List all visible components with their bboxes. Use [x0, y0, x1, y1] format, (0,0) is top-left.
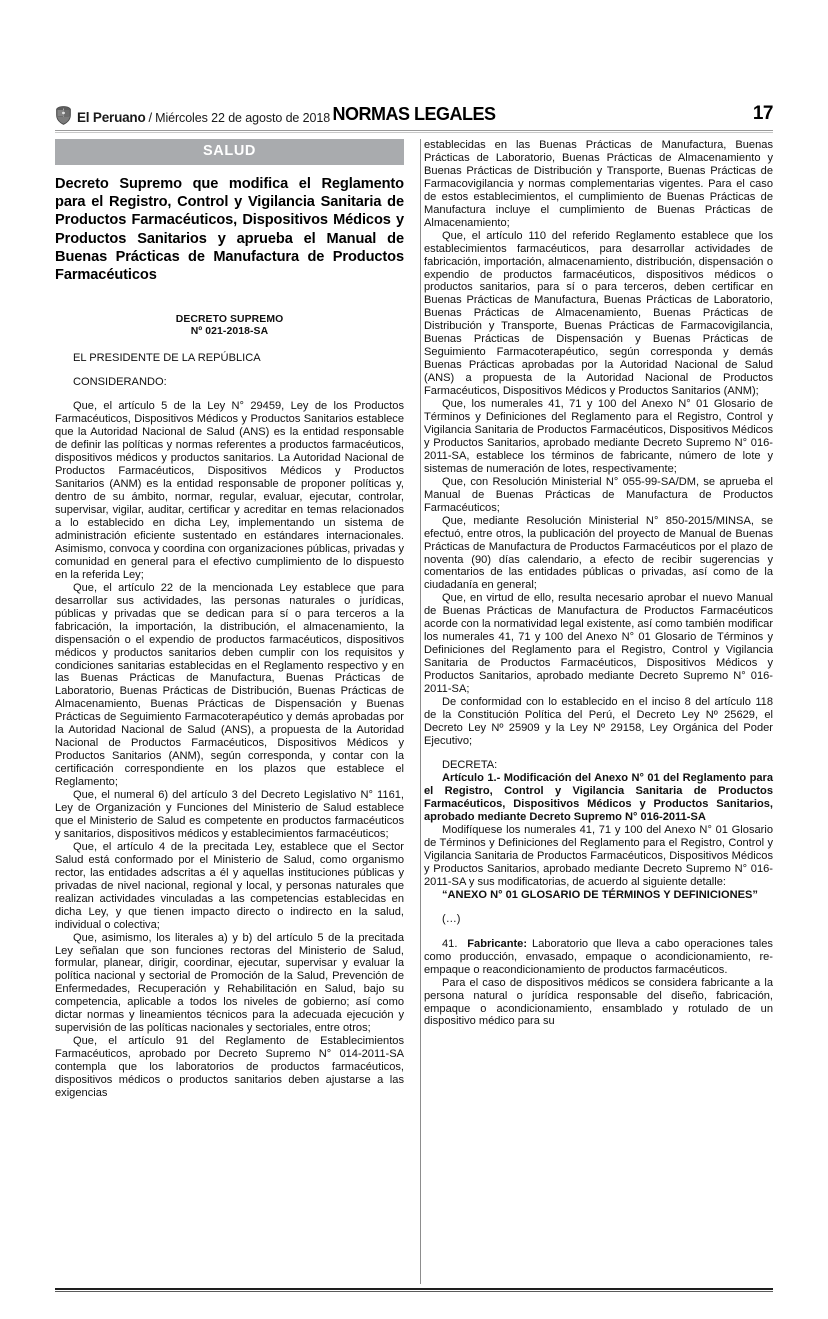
right-paragraph-6: Que, en virtud de ello, resulta necesario aprobar el nuevo Manual de Buenas Prácticas de Manufactura de Productos Farmacéuticos acorde con la normatividad legal existente, así como también modificar los numerales 41, 71 y 100 del Anexo N° 01 Glosario de Términos y Definiciones del Reglamento para el Registro, Control y Vigilancia Sanitaria de Productos Farmacéuticos, Dispositivos Médicos y Productos Sanitarios, aprobado mediante Decreto Supremo N° 016-2011-SA; [424, 592, 774, 696]
masthead-brand: El Peruano [77, 110, 146, 125]
articulo-1-body: Modifíquese los numerales 41, 71 y 100 del Anexo N° 01 Glosario de Términos y Definiciones del Reglamento para el Registro, Control y Vigilancia Sanitaria de Productos Farmacéuticos, Dispositivos Médicos y Productos Sanitarios, aprobado mediante Decreto Supremo N° 016-2011-SA y sus modificatorias, de acuerdo al siguiente detalle: [424, 824, 773, 888]
decree-type: DECRETO SUPREMO [175, 314, 284, 326]
left-paragraph-2: Que, el artículo 22 de la mencionada Ley establece que para desarrollar sus actividades, las personas naturales o jurídicas, públicas y privadas que se dedican para sí o para terceros a la fabricación, la importación, la distribución, el almacenamiento, la dispensación o el expendio de productos farmacéuticos, dispositivos médicos y productos sanitarios deben cumplir con los requisitos y condiciones sanitarias establecidas en el Reglamento respectivo y en las Buenas Prácticas de Manufactura, Buenas Prácticas de Laboratorio, Buenas Prácticas de Distribución, Buenas Prácticas de Almacenamiento, Buenas Prácticas de Dispensación y Buenas Prácticas de Seguimiento Farmacoterapéutico y demás aprobadas por la Autoridad Nacional de Salud (ANS), a propuesta de la Autoridad Nacional de Productos Farmacéuticos, Dispositivos Médicos y Productos Sanitarios (ANM), según corresponda, y contar con la certificación correspondiente en los plazos que establece el Reglamento; [55, 581, 404, 789]
glossary-item-41 [424, 938, 773, 977]
section-banner-salud: SALUD [55, 139, 404, 165]
right-paragraph-4: Que, con Resolución Ministerial N° 055-99-SA/DM, se aprueba el Manual de Buenas Prácticas de Manufactura de Productos Farmacéuticos; [424, 475, 773, 514]
right-column [424, 139, 773, 1028]
left-paragraph-3: Que, el numeral 6) del artículo 3 del Decreto Legislativo N° 1161, Ley de Organización y Funciones del Ministerio de Salud establece que el Ministerio de Salud es competente en productos farmacéuticos y sanitarios, dispositivos médicos y establecimientos farmacéuticos; [55, 789, 404, 840]
articulo-1-heading: Artículo 1.- Modificación del Anexo N° 01 del Reglamento para el Registro, Control y Vigilancia Sanitaria de Productos Farmacéuticos, Dispositivos Médicos y Productos Sanitarios, aprobado mediante Decreto Supremo N° 016-2011-SA [424, 772, 773, 824]
anexo-heading: “ANEXO N° 01 GLOSARIO DE TÉRMINOS Y DEFINICIONES” [442, 888, 758, 901]
column-divider [420, 139, 421, 1284]
addressee-line: EL PRESIDENTE DE LA REPÚBLICA [73, 351, 261, 364]
right-paragraph-1: establecidas en las Buenas Prácticas de Manufactura, Buenas Prácticas de Laboratorio, Buenas Prácticas de Almacenamiento y Buenas Prácticas de Distribución y Transporte, Buenas Prácticas de Farmacovigilancia y normas complementarias vigentes. Para el caso de estos establecimientos, el cumplimiento de Buenas Prácticas de Manufactura incluye el cumplimiento de Buenas Prácticas de Almacenamiento; [424, 139, 773, 229]
right-paragraph-3: Que, los numerales 41, 71 y 100 del Anexo N° 01 Glosario de Términos y Definiciones del Reglamento para el Registro, Control y Vigilancia Sanitaria de Productos Farmacéuticos, Dispositivos Médicos y Productos Sanitarios, aprobado mediante Decreto Supremo N° 016-2011-SA, establece los términos de fabricante, número de lote y sistemas de numeración de lotes, respectivamente; [424, 398, 773, 475]
glossary-item-41-number: 41. [442, 937, 458, 950]
footer-divider-rule [55, 1288, 773, 1292]
decree-number: Nº 021-2018-SA [190, 325, 269, 337]
glossary-item-41-term: Fabricante: [467, 937, 528, 950]
left-paragraph-6: Que, el artículo 91 del Reglamento de Establecimientos Farmacéuticos, aprobado por Decreto Supremo N° 014-2011-SA contempla que los laboratorios de productos farmacéuticos, dispositivos médicos o productos sanitarios deben ajustarse a las exigencias [55, 1035, 404, 1099]
right-paragraph-2: Que, el artículo 110 del referido Reglamento establece que los establecimientos farmacéuticos, para desarrollar actividades de fabricación, importación, almacenamiento, distribución, dispensación o expendio de productos farmacéuticos, dispositivos médicos o productos sanitarios, para sí o para terceros, deben certificar en Buenas Prácticas de Manufactura, Buenas Prácticas de Laboratorio, Buenas Prácticas de Almacenamiento, Buenas Prácticas de Distribución y Transporte, Buenas Prácticas de Farmacovigilancia, Buenas Prácticas de Dispensación y Buenas Prácticas de Seguimiento Farmacoterapéutico, según corresponda y demás Buenas Prácticas aprobadas por la Autoridad Nacional de Salud (ANS) a propuesta de la Autoridad Nacional de Productos Farmacéuticos, Dispositivos Médicos y Productos Sanitarios (ANM); [424, 229, 773, 398]
decree-kicker [55, 314, 404, 337]
article-headline: Decreto Supremo que modifica el Reglamento para el Registro, Control y Vigilancia Sanitaria de Productos Farmacéuticos, Dispositivos Médicos y Productos Sanitarios y aprueba el Manual de Buenas Prácticas de Manufactura de Productos Farmacéuticos [55, 175, 404, 283]
masthead-title: NORMAS LEGALES [332, 103, 496, 124]
left-paragraph-1: Que, el artículo 5 de la Ley N° 29459, Ley de los Productos Farmacéuticos, Dispositivos Médicos y Productos Sanitarios establece que la Autoridad Nacional de Salud (ANS) es la entidad responsable de definir las políticas y normas referentes a productos farmacéuticos, dispositivos médicos y productos sanitarios. La Autoridad Nacional de Productos Farmacéuticos, Dispositivos Médicos y Productos Sanitarios (ANM) es la entidad responsable de proponer políticas y, dentro de su ámbito, normar, regular, evaluar, ejecutar, controlar, supervisar, vigilar, auditar, certificar y acreditar en temas relacionados a lo establecido en dicha Ley, implementando un sistema de administración eficiente sustentado en estándares internacionales. Asimismo, convoca y coordina con organizaciones públicas, privadas y comunidad en general para el efectivo cumplimiento de lo dispuesto en la referida Ley; [55, 400, 405, 581]
page-number: 17 [752, 103, 773, 124]
left-paragraph-5: Que, asimismo, los literales a) y b) del artículo 5 de la precitada Ley señalan que son funciones rectoras del Ministerio de Salud, formular, planear, dirigir, coordinar, ejecutar, supervisar y evaluar la política nacional y sectorial de Promoción de la Salud, Prevención de Enfermedades, Recuperación y Rehabilitación en Salud, bajo su competencia, aplicable a todos los niveles de gobierno; así como dictar normas y lineamientos técnicos para la adecuada ejecución y supervisión de las políticas nacionales y sectoriales, entre otros; [55, 931, 404, 1035]
right-paragraph-5: Que, mediante Resolución Ministerial N° 850-2015/MINSA, se efectuó, entre otros, la publicación del proyecto de Manual de Buenas Prácticas de Manufactura de Productos Farmacéuticos por el plazo de noventa (90) días calendario, a efecto de recibir sugerencias y comentarios de las entidades públicas o privadas, así como de la ciudadanía en general; [424, 514, 773, 592]
glossary-item-41-continuation: Para el caso de dispositivos médicos se considera fabricante a la persona natural o jurídica responsable del diseño, fabricación, empaque o acondicionamiento, ensamblado y rotulado de un dispositivo médico para su [424, 976, 773, 1028]
masthead-divider-rule [55, 130, 773, 133]
decreta-label: DECRETA: [442, 759, 498, 772]
left-column [55, 139, 404, 1100]
left-paragraph-4: Que, el artículo 4 de la precitada Ley, establece que el Sector Salud está conformado por el Ministerio de Salud, como organismo rector, las entidades adscritas a él y aquellas instituciones públicas y privadas de nivel nacional, regional y local, y personas naturales que realizan actividades vinculadas a las competencias establecidas en dicha Ley, y que tienen impacto directo o indirecto en la salud, individual o colectiva; [55, 840, 404, 931]
masthead [55, 101, 773, 127]
considering-label: CONSIDERANDO: [73, 376, 167, 389]
ellipsis-marker: (…) [442, 913, 461, 926]
masthead-separator: / [148, 110, 153, 125]
glossary-item-41-text: Laboratorio que lleva a cabo operaciones tales como producción, envasado, empaque o acondicionamiento, re-empaque o reacondicionamiento de productos farmacéuticos. [424, 937, 773, 976]
right-paragraph-7: De conformidad con lo establecido en el inciso 8 del artículo 118 de la Constitución Política del Perú, el Decreto Ley Nº 25629, el Decreto Ley Nº 25909 y la Ley Nº 29158, Ley Orgánica del Poder Ejecutivo; [424, 695, 773, 747]
masthead-date: Miércoles 22 de agosto de 2018 [155, 111, 331, 125]
